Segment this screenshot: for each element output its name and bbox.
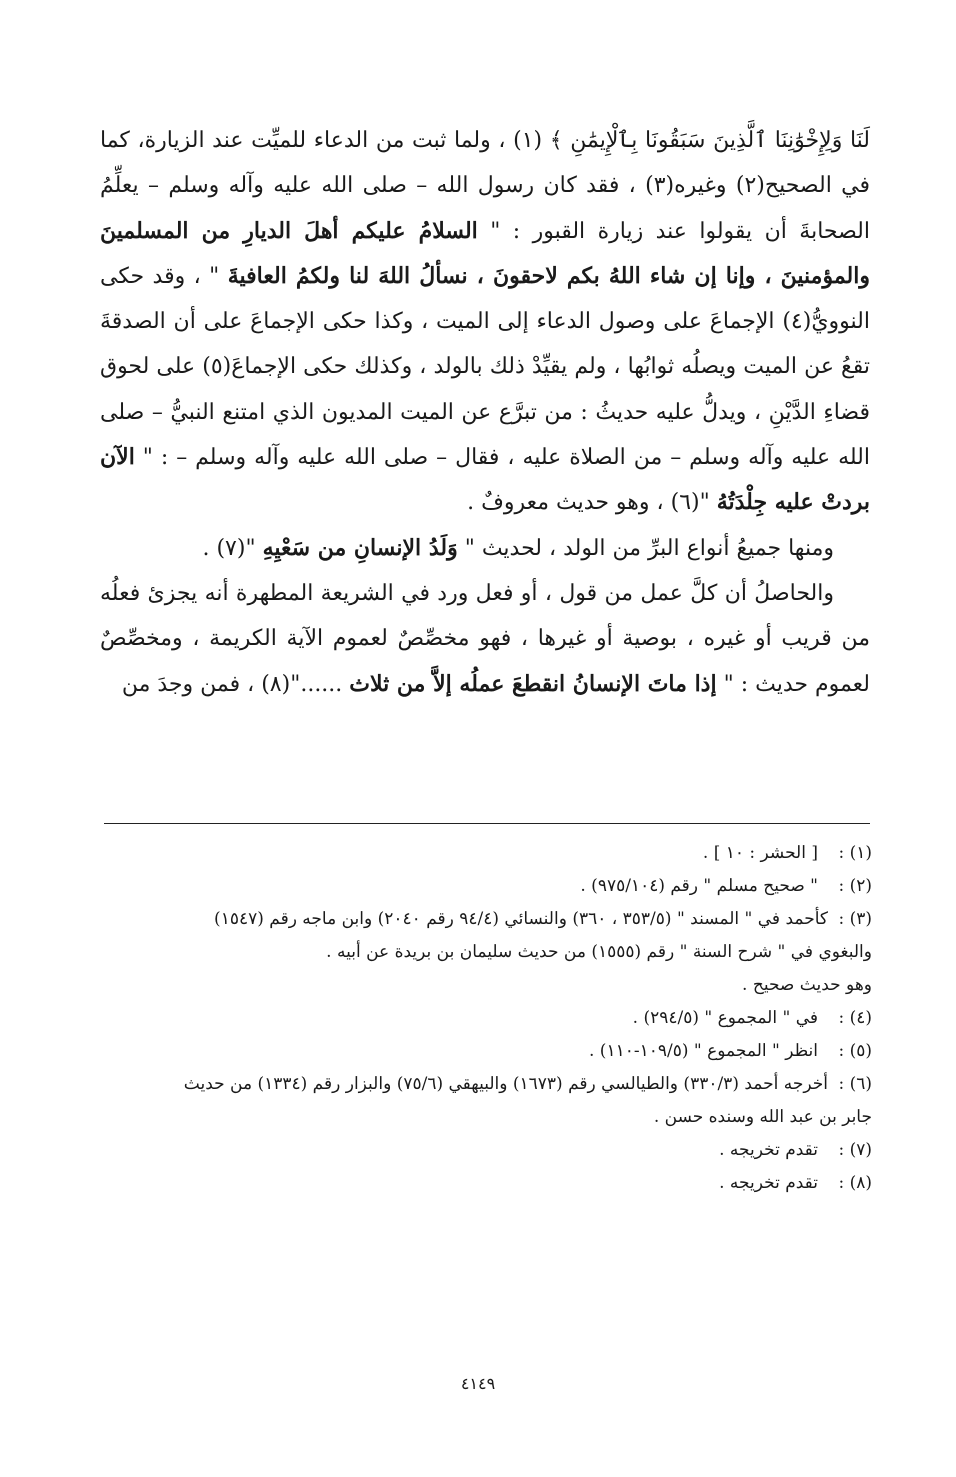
text: "(٧) .	[202, 535, 256, 561]
quran-verse: لَنَا وَلِإِخْوَٰنِنَا ٱلَّذِينَ سَبَقُونَا بِٱلْإِيمَٰنِ ﴾	[549, 128, 870, 153]
footnote-3	[100, 903, 872, 936]
footnote-7	[100, 1134, 872, 1167]
hadith-quote: إذا ماتَ الإنسانُ انقطعَ عملُه إلاَّ من ثلاث	[349, 670, 717, 697]
footnote-number: (٣) :	[838, 909, 872, 929]
paragraph-2	[100, 526, 870, 571]
text: " ، وقد حكى النوويُّ(٤) الإجماعَ على وصول الدعاء إلى الميت ، وكذا حكى الإجماعَ على أن الصدقةَ تقعُ عن الميت ويصلُه ثوابُها ، ولم يقيِّدْ ذلك بالولد ، وكذلك حكى الإجماعَ(٥) على لحوق قضاءِ الدَّيْنِ ، ويدلُّ عليه حديثُ : من تبرَّع عن الميت المديون الذي امتنع النبيُّ – صلى الله عليه وآله وسلم – من الصلاة عليه ، فقال – صلى الله عليه وآله وسلم – : "	[100, 263, 871, 471]
paragraph-3	[100, 571, 870, 707]
footnote-text: في " المجموع " (٢٩٤/٥) .	[632, 1008, 818, 1028]
hadith-quote: وَلَدُ الإنسانِ من سَعْيِهِ	[262, 534, 458, 561]
footnote-divider	[104, 823, 870, 824]
footnote-2	[100, 870, 872, 903]
footnote-3-note	[100, 969, 872, 1002]
footnote-text: [ الحشر : ١٠ ] .	[702, 843, 818, 863]
footnote-5	[100, 1035, 872, 1068]
footnote-text: أخرجه أحمد (٣٣٠/٣) والطيالسي رقم (١٦٧٣) والبيهقي (٧٥/٦) والبزار رقم (١٣٣٤) من حديث	[183, 1074, 828, 1094]
footnote-8	[100, 1167, 872, 1200]
main-text	[100, 118, 870, 707]
text: (١) ، ولما ثبت من الدعاء للميِّت عند الزيارة، كما في الصحيح(٢) وغيره(٣) ، فقد كان رسول الله – صلى الله عليه وآله وسلم – يعلِّمُ الصحابةَ أن يقولوا عند زيارة القبور : "	[100, 128, 870, 244]
footnote-number: (٧) :	[838, 1140, 872, 1160]
footnote-text: كأحمد في " المسند " (٣٥٣/٥ ، ٣٦٠) والنسائي (٩٤/٤ رقم ٢٠٤٠) وابن ماجه رقم (١٥٤٧)	[214, 909, 828, 929]
footnote-number: (٢) :	[838, 876, 872, 896]
hadith-quote: السلامُ عليكم أهلَ الديارِ من المسلمينَ والمؤمنينَ ، وإنا إن شاء اللهُ بكم لاحقونَ ، نسألُ اللهَ لنا ولكمُ العافيةَ	[100, 217, 870, 289]
footnote-number: (١) :	[838, 843, 872, 863]
footnote-3-continued	[100, 936, 872, 969]
paragraph-1	[100, 118, 870, 526]
text: والحاصلُ أن كلَّ عمل من قول ، أو فعل ورد في الشريعة المطهرة أنه يجزئ فعلُه من قريب أو غيره ، بوصية أو غيرها ، فهو مخصِّصٌ لعموم الآية الكريمة ، ومخصِّصٌ لعموم حديث : "	[100, 580, 870, 697]
footnote-6-continued	[100, 1101, 872, 1134]
text: "(٦) ، وهو حديث معروفٌ .	[467, 490, 710, 516]
footnote-number: (٤) :	[838, 1008, 872, 1028]
footnote-6	[100, 1068, 872, 1101]
footnote-number: (٨) :	[838, 1173, 872, 1193]
footnote-text: تقدم تخريجه .	[719, 1140, 818, 1160]
footnote-1	[100, 837, 872, 870]
footnote-text: جابر بن عبد الله وسنده حسن .	[653, 1107, 872, 1127]
footnote-text: تقدم تخريجه .	[719, 1173, 818, 1193]
text: ......"(٨) ، فمن وجدَ من	[121, 671, 343, 697]
hadith-quote: الآن بردتْ عليه جِلْدَتُهُ	[100, 444, 870, 516]
page-number: ٤١٤٩	[460, 1374, 496, 1393]
footnote-text: وهو حديث صحيح .	[742, 975, 872, 995]
footnote-text: والبغوي في " شرح السنة " رقم (١٥٥٥) من حديث سليمان بن بريدة عن أبيه .	[326, 942, 872, 962]
footnote-text: " صحيح مسلم " رقم (٩٧٥/١٠٤) .	[580, 876, 818, 896]
footnote-number: (٥) :	[838, 1041, 872, 1061]
footnote-text: انظر " المجموع " (١٠٩/٥-١١٠) .	[589, 1041, 818, 1061]
footnote-number: (٦) :	[838, 1074, 872, 1094]
text: ومنها جميعُ أنواع البرِّ من الولد ، لحديث "	[464, 535, 834, 561]
footnote-4	[100, 1002, 872, 1035]
footnotes	[100, 837, 872, 1200]
